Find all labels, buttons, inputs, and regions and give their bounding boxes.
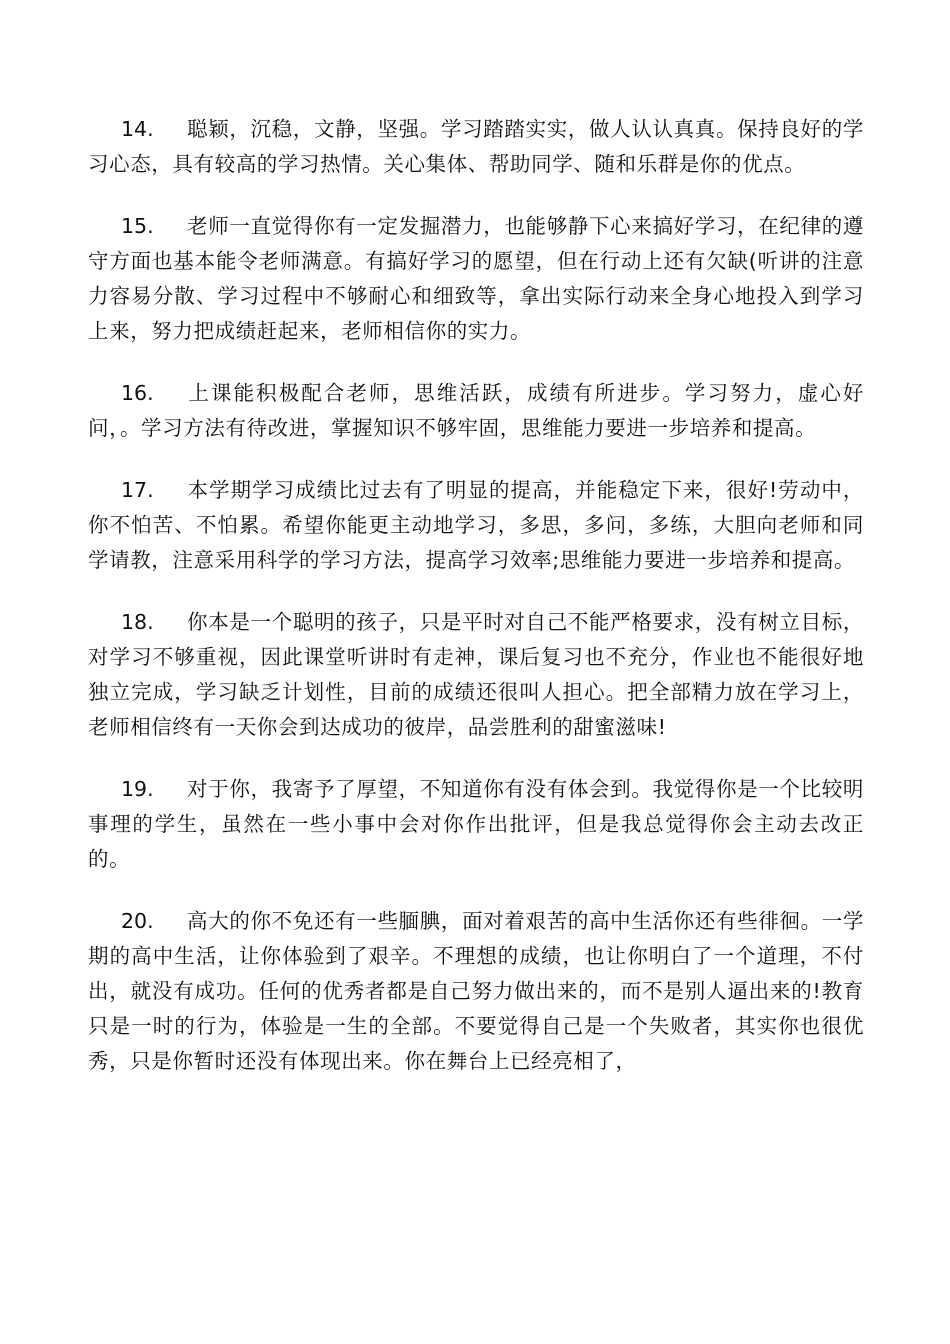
entry-number: 19. (121, 777, 154, 801)
entry-text: 你本是一个聪明的孩子，只是平时对自己不能严格要求，没有树立目标，对学习不够重视，因此课堂听讲时有走神，课后复习也不充分，作业也不能很好地独立完成，学习缺乏计划性，目前的成绩还很叫人担心。把全部精力放在学习上，老师相信终有一天你会到达成功的彼岸，品尝胜利的甜蜜滋味! (88, 610, 864, 739)
entry-text: 对于你，我寄予了厚望，不知道你有没有体会到。我觉得你是一个比较明事理的学生，虽然在一些小事中会对你作出批评，但是我总觉得你会主动去改正的。 (88, 777, 864, 871)
entry-15 (88, 209, 864, 349)
entry-14 (88, 112, 864, 182)
entry-text: 高大的你不免还有一些腼腆，面对着艰苦的高中生活你还有些徘徊。一学期的高中生活，让你体验到了艰辛。不理想的成绩，也让你明白了一个道理，不付出，就没有成功。任何的优秀者都是自己努力做出来的，而不是别人逼出来的!教育只是一时的行为，体验是一生的全部。不要觉得自己是一个失败者，其实你也很优秀，只是你暂时还没有体现出来。你在舞台上已经亮相了， (88, 909, 864, 1073)
entry-text: 聪颖，沉稳，文静，坚强。学习踏踏实实，做人认认真真。保持良好的学习心态，具有较高的学习热情。关心集体、帮助同学、随和乐群是你的优点。 (88, 117, 864, 176)
document-body (88, 112, 864, 1106)
entry-number: 14. (121, 117, 154, 141)
entry-18 (88, 605, 864, 745)
entry-17 (88, 473, 864, 578)
entry-number: 16. (121, 381, 154, 405)
entry-number: 18. (121, 610, 154, 634)
entry-number: 15. (121, 214, 154, 238)
entry-number: 17. (121, 478, 154, 502)
entry-text: 上课能积极配合老师，思维活跃，成绩有所进步。学习努力，虚心好问，。学习方法有待改进，掌握知识不够牢固，思维能力要进一步培养和提高。 (88, 381, 864, 440)
entry-20 (88, 904, 864, 1079)
entry-16 (88, 376, 864, 446)
entry-text: 老师一直觉得你有一定发掘潜力，也能够静下心来搞好学习，在纪律的遵守方面也基本能令老师满意。有搞好学习的愿望，但在行动上还有欠缺(听讲的注意力容易分散、学习过程中不够耐心和细致等，拿出实际行动来全身心地投入到学习上来，努力把成绩赶起来，老师相信你的实力。 (88, 214, 864, 343)
entry-19 (88, 772, 864, 877)
entry-text: 本学期学习成绩比过去有了明显的提高，并能稳定下来，很好!劳动中，你不怕苦、不怕累。希望你能更主动地学习，多思，多问，多练，大胆向老师和同学请教，注意采用科学的学习方法，提高学习效率;思维能力要进一步培养和提高。 (88, 478, 864, 572)
entry-number: 20. (121, 909, 154, 933)
